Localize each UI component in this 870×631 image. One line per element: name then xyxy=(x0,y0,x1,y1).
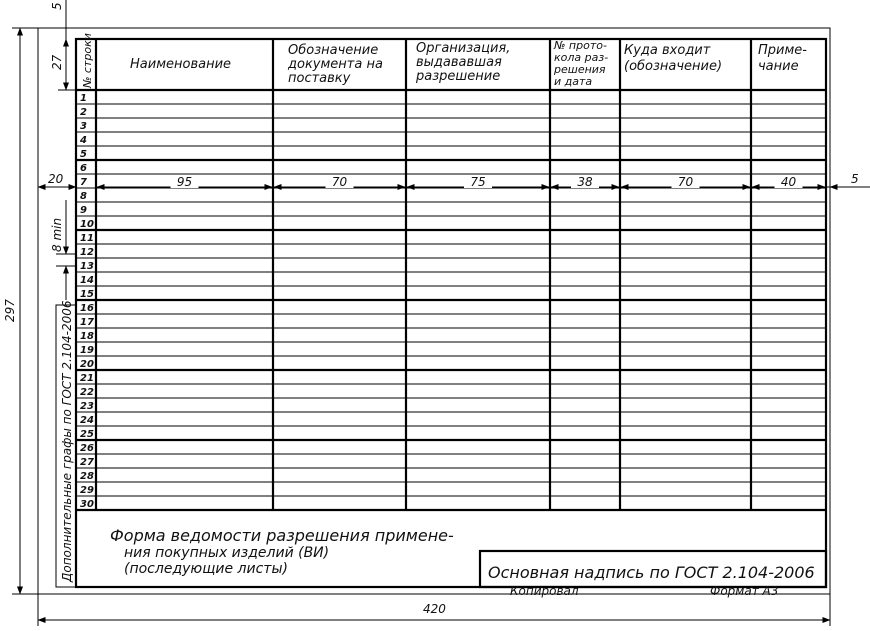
row-number: 24 xyxy=(80,415,94,426)
format-label: Формат А3 xyxy=(710,584,779,598)
row-number: 15 xyxy=(80,289,94,300)
header-where_used-line: (обозначение) xyxy=(624,59,723,74)
row-number: 4 xyxy=(80,135,87,146)
header-note-line: Приме- xyxy=(758,43,807,58)
header-note-line: чание xyxy=(758,59,799,74)
header-designation-line: Обозначение xyxy=(288,43,379,58)
dim-sheet-height: 297 xyxy=(3,299,17,322)
row-number: 13 xyxy=(80,261,94,272)
row-number: 29 xyxy=(80,485,94,496)
row-number: 26 xyxy=(80,443,94,454)
header-where_used-line: Куда входит xyxy=(624,43,711,58)
row-number: 12 xyxy=(80,247,94,258)
row-number: 27 xyxy=(80,457,94,468)
header-organization-line: Организация, xyxy=(416,41,511,56)
title-block-label: Основная надпись по ГОСТ 2.104-2006 xyxy=(488,563,815,582)
dim-top-margin: 5 xyxy=(50,2,64,10)
column-width-label: 38 xyxy=(577,175,593,189)
dim-sheet-width: 420 xyxy=(423,602,446,616)
header-designation-line: поставку xyxy=(288,71,351,86)
row-number: 16 xyxy=(80,303,94,314)
column-width-label: 40 xyxy=(780,175,797,189)
header-organization-line: выдававшая xyxy=(416,55,502,70)
header-organization-line: разрешение xyxy=(416,69,501,84)
statement-table xyxy=(76,33,826,510)
row-number: 20 xyxy=(80,359,94,370)
header-name-line: Наименование xyxy=(130,57,232,72)
dim-left-margin: 20 xyxy=(48,172,64,186)
dim-row-height: 8 min xyxy=(50,217,64,252)
row-number: 3 xyxy=(80,121,87,132)
row-number: 8 xyxy=(80,191,87,202)
column-width-label: 75 xyxy=(470,175,486,189)
column-width-label: 95 xyxy=(176,175,193,189)
column-width-label: 70 xyxy=(677,175,694,189)
row-number: 23 xyxy=(80,401,94,412)
row-number: 19 xyxy=(80,345,94,356)
header-row-number: № строки xyxy=(81,33,94,88)
row-number: 22 xyxy=(80,387,94,398)
row-number: 18 xyxy=(80,331,94,342)
row-number: 5 xyxy=(80,149,87,160)
row-number: 17 xyxy=(80,317,94,328)
row-number: 2 xyxy=(80,107,87,118)
header-protocol-line: решения xyxy=(554,63,606,76)
row-number: 30 xyxy=(80,499,94,510)
side-strip-label: Дополнительные графы по ГОСТ 2.104-2006 xyxy=(60,300,74,582)
header-designation-line: документа на xyxy=(288,57,383,72)
copied-by-label: Копировал xyxy=(510,584,579,598)
row-number: 25 xyxy=(80,429,94,440)
header-protocol-line: и дата xyxy=(554,75,593,88)
row-number: 11 xyxy=(80,233,94,244)
row-number: 1 xyxy=(80,93,87,104)
row-number: 14 xyxy=(80,275,94,286)
form-title xyxy=(110,526,454,577)
row-number: 10 xyxy=(80,219,94,230)
column-width-label: 70 xyxy=(331,175,348,189)
form-title-line-3: (последующие листы) xyxy=(124,561,288,577)
row-number: 21 xyxy=(80,373,94,384)
row-number: 7 xyxy=(80,177,87,188)
header-protocol-line: кола раз- xyxy=(554,51,609,64)
row-number: 28 xyxy=(80,471,94,482)
dim-header-height: 27 xyxy=(50,54,64,70)
header-protocol-line: № прото- xyxy=(554,39,607,52)
row-number: 6 xyxy=(80,163,87,174)
form-title-line-1: Форма ведомости разрешения примене- xyxy=(110,526,454,545)
dim-right-margin: 5 xyxy=(851,172,859,186)
inner-frame xyxy=(76,39,826,587)
row-number: 9 xyxy=(80,205,87,216)
form-title-line-2: ния покупных изделий (ВИ) xyxy=(124,545,330,561)
